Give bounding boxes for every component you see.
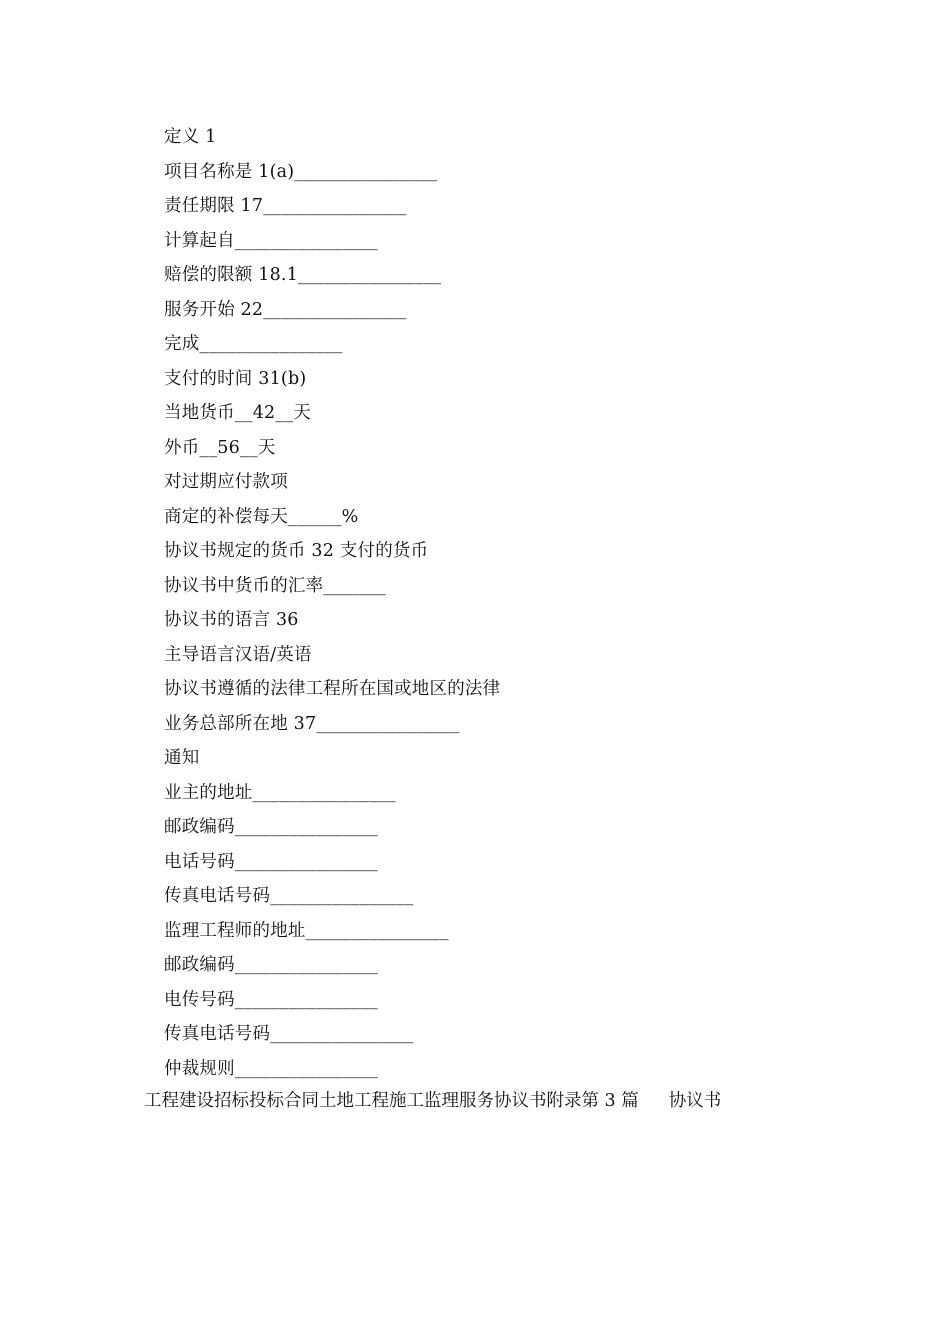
line-owner-address: 业主的地址________________	[164, 782, 396, 803]
line-agreement-currency: 协议书规定的货币 32 支付的货币	[164, 541, 429, 561]
line-owner-postal-code: 邮政编码________________	[164, 817, 378, 837]
line-engineer-telex: 电传号码________________	[164, 989, 378, 1010]
line-agreement-language: 协议书的语言 36	[164, 610, 299, 630]
line-definition: 定义 1	[164, 127, 217, 147]
line-owner-phone: 电话号码________________	[164, 851, 378, 872]
line-arbitration-rules: 仲裁规则________________	[164, 1058, 378, 1079]
line-service-start: 服务开始 22________________	[164, 299, 407, 320]
line-liability-period: 责任期限 17________________	[164, 196, 407, 216]
line-calculated-from: 计算起自________________	[164, 230, 378, 251]
form-lines	[164, 122, 864, 1088]
line-notices-heading: 通知	[164, 748, 200, 768]
line-completion: 完成________________	[164, 334, 343, 354]
line-engineer-address: 监理工程师的地址________________	[164, 920, 449, 941]
line-local-currency: 当地货币__42__天	[164, 403, 311, 423]
line-owner-fax: 传真电话号码________________	[164, 886, 414, 906]
line-engineer-postal-code: 邮政编码________________	[164, 955, 378, 975]
line-overdue-payments: 对过期应付款项	[164, 472, 288, 492]
line-governing-law: 协议书遵循的法律工程所在国或地区的法律	[164, 679, 501, 699]
section-title: 工程建设招标投标合同土地工程施工监理服务协议书附录第 3 篇	[144, 1091, 639, 1111]
line-ruling-language: 主导语言汉语/英语	[164, 644, 312, 665]
line-headquarters-location: 业务总部所在地 37________________	[164, 713, 460, 734]
line-foreign-currency: 外币__56__天	[164, 437, 276, 458]
line-engineer-fax: 传真电话号码________________	[164, 1024, 414, 1044]
line-exchange-rate: 协议书中货币的汇率_______	[164, 575, 386, 596]
section-title-tail: 协议书	[668, 1091, 722, 1111]
line-compensation-limit: 赔偿的限额 18.1________________	[164, 265, 442, 285]
section-title-line	[144, 1086, 721, 1116]
line-payment-time: 支付的时间 31(b)	[164, 368, 307, 389]
line-project-name: 项目名称是 1(a)________________	[164, 161, 438, 182]
line-daily-compensation: 商定的补偿每天______%	[164, 506, 359, 527]
